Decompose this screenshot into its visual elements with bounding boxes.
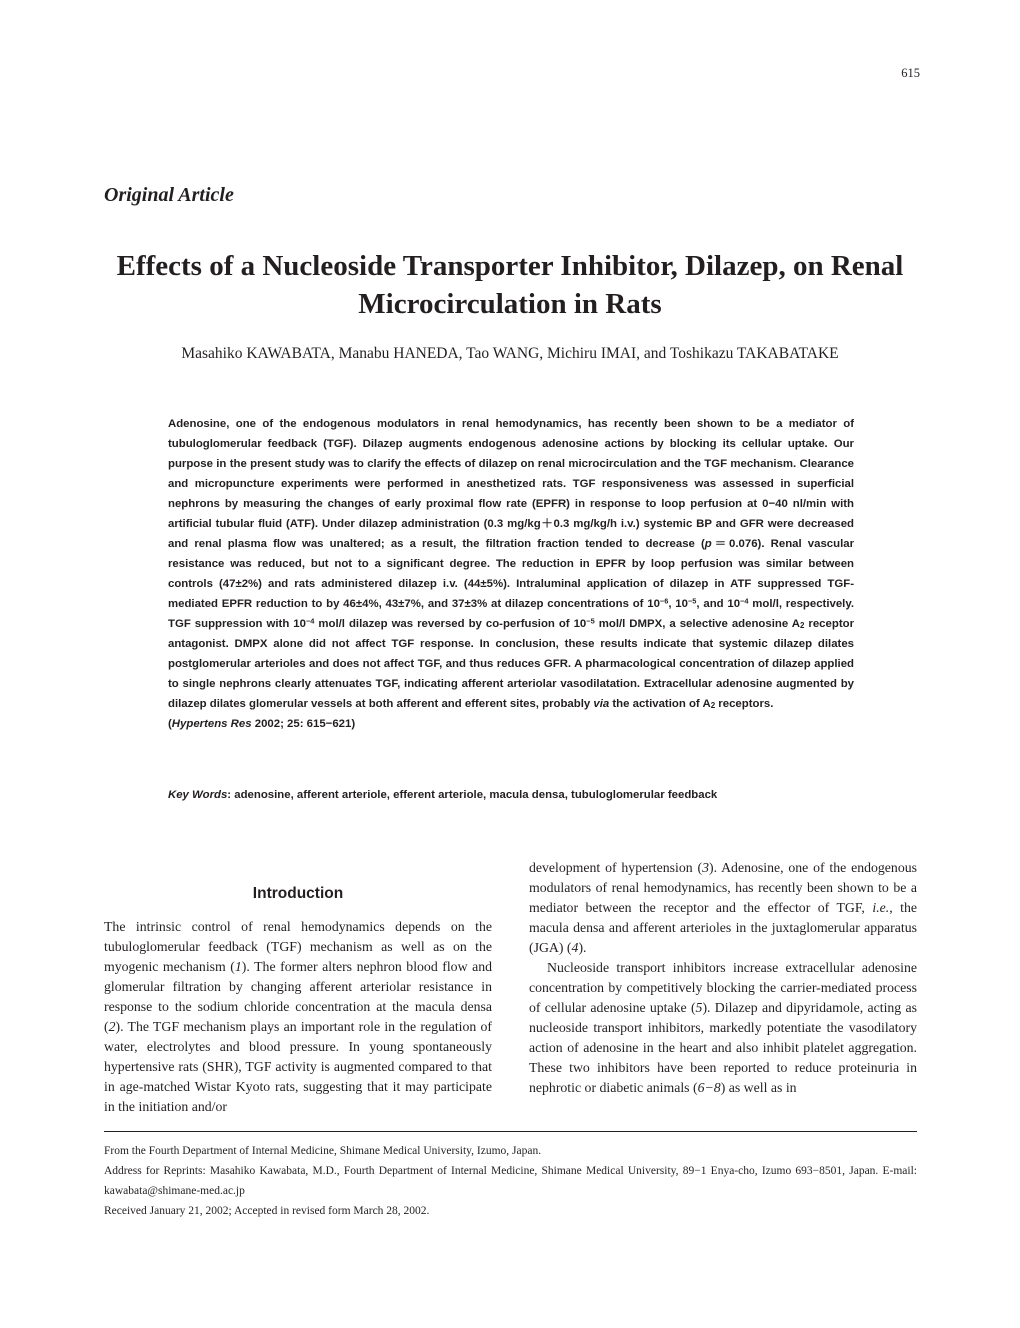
abstract-text: receptors.: [715, 698, 774, 710]
section-heading-introduction: Introduction: [252, 885, 344, 902]
exponent: −4: [740, 596, 749, 606]
italic-via: via: [593, 698, 610, 710]
body-text: development of hypertension (: [529, 860, 703, 875]
paragraph: [529, 858, 917, 958]
abstract-text: , 10: [668, 598, 688, 610]
article-title: Effects of a Nucleoside Transporter Inhibitor, Dilazep, on Renal Microcirculation in Rats: [116, 250, 904, 320]
abstract-text: , and 10: [696, 598, 741, 610]
italic-ie: i.e.: [872, 900, 890, 915]
citation-details: 2002; 25: 615−621): [251, 718, 356, 730]
paragraph: [529, 958, 917, 1098]
footnote-affiliation: From the Fourth Department of Internal Medicine, Shimane Medical University, Izumo, Japan.: [104, 1145, 542, 1157]
page-number: 615: [901, 66, 920, 80]
exponent: −5: [687, 596, 697, 606]
abstract-text: receptor antagonist. DMPX alone did not affect TGF response. In conclusion, these results indicate that systemic dilazep dilates postglomerular arterioles and does not affect TGF, and thus reduces GFR. A pharmacological concentration of dilazep applied to single nephrons clearly attenuates TGF, indicating afferent arteriolar vasodilatation. Extracellular adenosine augmented by dilazep dilates glomerular vessels at both afferent and efferent sites, probably: [168, 618, 854, 710]
footnote-divider: [104, 1131, 917, 1132]
reference-1: 1: [234, 959, 242, 974]
reference-3: 3: [702, 860, 709, 875]
paragraph: [104, 917, 492, 1117]
reference-4: 4: [571, 940, 579, 955]
citation-journal: Hypertens Res: [171, 718, 252, 730]
reference-2: 2: [108, 1019, 116, 1034]
abstract-text: mol/l, respectively. TGF suppression with 10: [168, 598, 854, 630]
abstract-text: the activation of A: [609, 698, 711, 710]
body-text: ).: [578, 940, 587, 955]
article-type-label: Original Article: [104, 184, 234, 206]
reference-5: 5: [695, 1000, 703, 1015]
subscript: 2: [799, 620, 805, 630]
body-text: ). The former alters nephron blood flow and glomerular filtration by changing afferent arteriolar resistance in response to the sodium chloride concentration at the macula densa (: [104, 959, 492, 1034]
abstract-text: ＝0.076). Renal vascular resistance was reduced, but not to a significant degree. The reduction in EPFR by loop perfusion was similar between controls (47±2%) and rats administered dilazep i.v. (44±5%). Intraluminal application of dilazep in ATF suppressed TGF-mediated EPFR reduction to by 46±4%, 43±7%, and 37±3% at dilazep concentrations of 10: [168, 538, 854, 610]
body-text: The intrinsic control of renal hemodynamics depends on the tubuloglomerular feedback (TGF) mechanism as well as on the myogenic mechanism (: [104, 919, 492, 974]
body-text: ) as well as in: [720, 1080, 797, 1095]
body-text: ). Adenosine, one of the endogenous modulators of renal hemodynamics, has recently been shown to be a mediator between the receptor and the effector of TGF,: [529, 860, 917, 915]
author-list: Masahiko KAWABATA, Manabu HANEDA, Tao WANG, Michiru IMAI, and Toshikazu TAKABATAKE: [181, 345, 839, 362]
footnotes: [104, 1141, 917, 1221]
exponent: −4: [305, 616, 315, 626]
abstract-text: mol/l dilazep was reversed by co-perfusion of 10: [314, 618, 587, 630]
reference-6-8: 6−8: [697, 1080, 721, 1095]
exponent: −5: [586, 616, 595, 626]
body-text: , the macula densa and afferent arterioles in the juxtaglomerular apparatus (JGA) (: [529, 900, 917, 955]
body-column-left: [104, 917, 492, 1117]
body-text: ). Dilazep and dipyridamole, acting as nucleoside transport inhibitors, markedly potentiate the vasodilatory action of adenosine in the heart and also inhibit platelet aggregation. These two inhibitors have been reported to reduce proteinuria in nephrotic or diabetic animals (: [529, 1000, 917, 1095]
citation: [168, 718, 355, 730]
abstract-text: Adenosine, one of the endogenous modulators in renal hemodynamics, has recently been shown to be a mediator of tubuloglomerular feedback (TGF). Dilazep augments endogenous adenosine actions by blocking its cellular uptake. Our purpose in the present study was to clarify the effects of dilazep on renal microcirculation and the TGF mechanism. Clearance and micropuncture experiments were performed in anesthetized rats. TGF responsiveness was assessed in superficial nephrons by measuring the changes of early proximal flow rate (EPFR) in response to loop perfusion at 0−40 nl/min with artificial tubular fluid (ATF). Under dilazep administration (0.3 mg/kg＋0.3 mg/kg/h i.v.) systemic BP and GFR were decreased and renal plasma flow was unaltered; as a result, the filtration fraction tended to decrease (: [168, 418, 854, 550]
footnote-received: Received January 21, 2002; Accepted in revised form March 28, 2002.: [104, 1205, 430, 1217]
keywords-label: Key Words: [168, 789, 228, 801]
citation-paren: (: [168, 718, 172, 730]
abstract: [168, 414, 854, 734]
abstract-text: mol/l DMPX, a selective adenosine A: [594, 618, 800, 630]
p-value-symbol: p: [704, 538, 712, 550]
body-text: Nucleoside transport inhibitors increase extracellular adenosine concentration by competitively blocking the carrier-mediated process of cellular adenosine uptake (: [529, 960, 917, 1015]
body-text: ). The TGF mechanism plays an important role in the regulation of water, electrolytes and blood pressure. In young spontaneously hypertensive rats (SHR), TGF activity is augmented compared to that in age-matched Wistar Kyoto rats, suggesting that it may participate in the initiation and/or: [104, 1019, 492, 1114]
exponent: −6: [659, 596, 669, 606]
keywords: [168, 786, 854, 804]
footnote-address: Address for Reprints: Masahiko Kawabata, M.D., Fourth Department of Internal Medicine, Shimane Medical University, 89−1 Enya-cho, Izumo 693−8501, Japan. E-mail: kawabata@shimane-med.ac.jp: [104, 1165, 917, 1197]
subscript: 2: [710, 700, 716, 710]
body-column-right: [529, 858, 917, 1098]
keywords-text: : adenosine, afferent arteriole, efferent arteriole, macula densa, tubuloglomerular feedback: [227, 789, 718, 801]
